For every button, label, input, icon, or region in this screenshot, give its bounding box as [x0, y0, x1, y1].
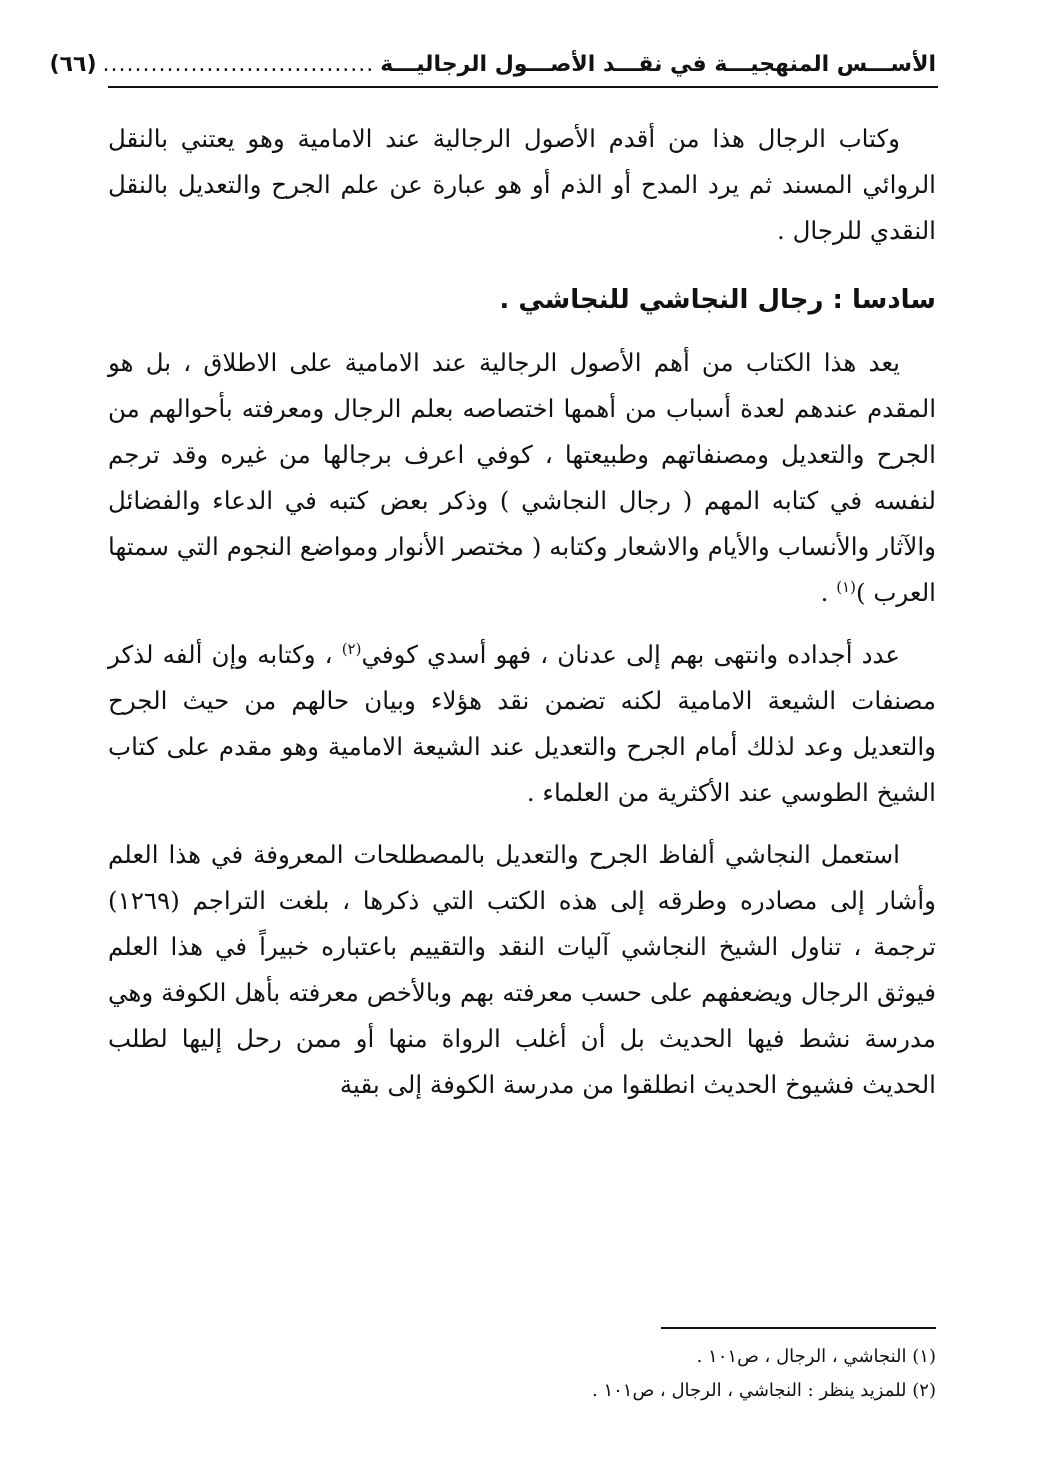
paragraph-1: وكتاب الرجال هذا من أقدم الأصول الرجالية عند الامامية وهو يعتني بالنقل الروائي المسند ثم يرد المدح أو الذم أو هو عبارة عن علم الجرح والتعديل بالنقل النقدي للرجال .: [108, 124, 936, 245]
paragraph-4: استعمل النجاشي ألفاظ الجرح والتعديل بالمصطلحات المعروفة في هذا العلم وأشار إلى مصادره وطرقه إلى هذه الكتب التي ذكرها ، بلغت التراجم (١٢٦٩) ترجمة ، تناول الشيخ النجاشي آليات النقد والتقييم باعتباره خبيراً في هذا العلم فيوثق الرجال ويضعفهم على حسب معرفته بهم وبالأخص معرفته بأهل الكوفة وهي مدرسة نشط فيها الحديث بل أن أغلب الرواة منها أو ممن رحل إليها لطلب الحديث فشيوخ الحديث انطلقوا من مدرسة الكوفة إلى بقية: [108, 840, 936, 1099]
footnotes: [108, 1340, 936, 1408]
footnote-1: (١) النجاشي ، الرجال ، ص١٠١ .: [696, 1346, 936, 1367]
footnote-rule: [661, 1327, 936, 1329]
footnote-ref-2: (٢): [341, 639, 362, 658]
body-text: [108, 116, 936, 1108]
header-rule: [108, 86, 938, 88]
footnote-ref-1: (١): [836, 577, 856, 596]
running-header-dot-leader: ..................................: [102, 51, 375, 77]
footnote-2: (٢) للمزيد ينظر : النجاشي ، الرجال ، ص١٠١ .: [591, 1380, 936, 1401]
paragraph-2-end: .: [820, 578, 837, 607]
paragraph-3-start: عدد أجداده وانتهى بهم إلى عدنان ، فهو أسدي كوفي: [361, 640, 900, 669]
running-header: [49, 44, 936, 84]
page-number: (٦٦): [49, 51, 97, 77]
paragraph-2: [108, 340, 936, 616]
paragraph-2-text: يعد هذا الكتاب من أهم الأصول الرجالية عند الامامية على الاطلاق ، بل هو المقدم عندهم لعدة أسباب من أهمها اختصاصه بعلم الرجال ومعرفته بأحوالهم من الجرح والتعديل ومصنفاتهم وطبيعتها ، كوفي اعرف برجالها من غيره وقد ترجم لنفسه في كتابه المهم ( رجال النجاشي ) وذكر بعض كتبه في الدعاء والفضائل والآثار والأنساب والأيام والاشعار وكتابه ( مختصر الأنوار ومواضع النجوم التي سمتها العرب ): [108, 348, 937, 607]
running-header-title: الأســـس المنهجيـــة في نقـــد الأصـــول الرجاليـــة: [380, 51, 936, 77]
paragraph-3: [108, 632, 936, 816]
section-heading: سادسا : رجال النجاشي للنجاشي .: [499, 285, 936, 315]
paragraph-3-rest: ، وكتابه وإن ألفه لذكر مصنفات الشيعة الامامية لكنه تضمن نقد هؤلاء وبيان حالهم من حيث الجرح والتعديل وعد لذلك أمام الجرح والتعديل عند الشيعة الامامية وهو مقدم على كتاب الشيخ الطوسي عند الأكثرية من العلماء .: [108, 640, 936, 807]
